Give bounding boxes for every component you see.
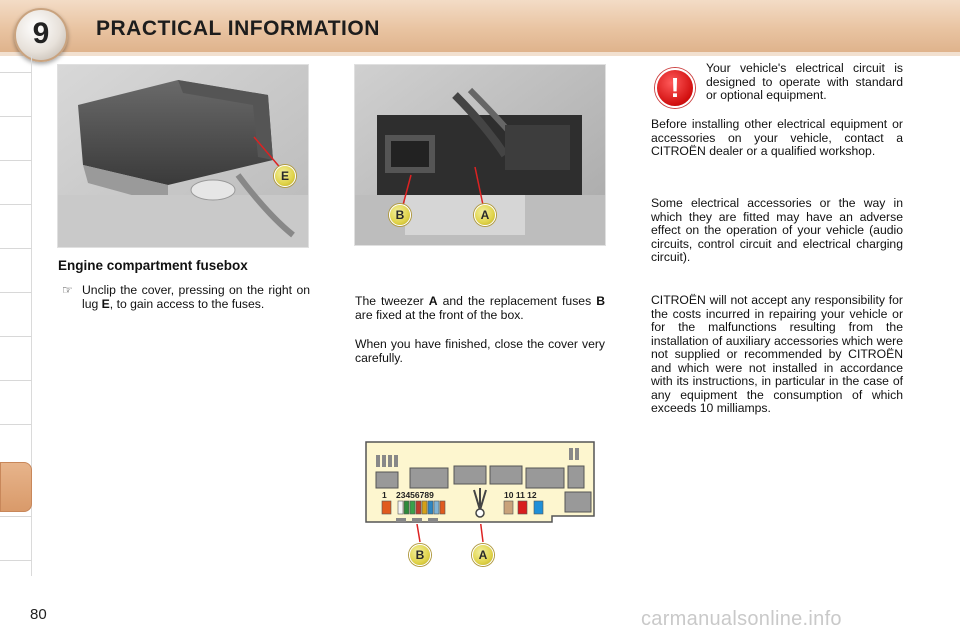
fuses-reference: B [596, 294, 606, 308]
tweezer-paragraph [355, 295, 605, 322]
fusebox-cover-illustration [58, 65, 309, 248]
instruction-text-start: Unclip the cover, pressing on the right on lug [82, 283, 310, 311]
watermark: carmanualsonline.info [641, 608, 842, 630]
warning-paragraph-3: CITROËN will not accept any responsibility for the costs incurred in repairing your vehicle or for the malfunctions resulting from the installation of auxiliary accessories which were not supplied or recommended by CITROËN and which were not installed in accordance with its instructions, in particular in the case of any equipment the consumption of which exceeds 10 milliamps. [651, 293, 903, 415]
page-title: PRACTICAL INFORMATION [96, 17, 380, 40]
tweezer-text-mid: and the replacement fuses [437, 294, 597, 308]
header-strip [0, 52, 960, 56]
callout-a: A [474, 204, 496, 226]
rail-divider [0, 72, 32, 73]
rail-divider [0, 336, 32, 337]
fuse-cell [428, 501, 433, 514]
diagram-callout-b: B [409, 544, 431, 566]
fuse-number-group-2: 23456789 [396, 490, 434, 500]
chapter-number: 9 [32, 17, 50, 50]
fuse-cell [398, 501, 403, 514]
fuse-cell [518, 501, 527, 514]
warning-intro: Your vehicle's electrical circuit is designed to operate with standard or optional equipment. [706, 61, 903, 102]
rail-divider [0, 204, 32, 205]
fuse-cell [410, 501, 415, 514]
fuse-cell [416, 501, 421, 514]
fuse-cell [434, 501, 439, 514]
fuse-cell [504, 501, 513, 514]
diagram-callout-a: A [472, 544, 494, 566]
fuse-layout-illustration [362, 438, 598, 528]
warning-paragraph-1: Before installing other electrical equipment or accessories on your vehicle, contact a CITROËN dealer or a qualified workshop. [651, 117, 903, 158]
fuse-number-group-3: 10 11 12 [504, 490, 537, 500]
open-fusebox-photo [354, 64, 606, 246]
fuse-layout-diagram [362, 438, 598, 562]
callout-e: E [274, 165, 296, 187]
rail-divider [0, 380, 32, 381]
tweezer-text-end: are fixed at the front of the box. [355, 307, 524, 322]
fuse-number-group-1: 1 [382, 490, 387, 500]
rail-divider [0, 248, 32, 249]
fuse-cell [422, 501, 427, 514]
rail-divider [0, 292, 32, 293]
instruction-text [82, 284, 310, 311]
rail-divider [0, 160, 32, 161]
fuse-cell [440, 501, 445, 514]
chapter-tab-rail [0, 56, 34, 576]
callout-b: B [389, 204, 411, 226]
tweezer-text-start: The tweezer [355, 294, 429, 308]
tweezer-reference: A [428, 294, 438, 308]
page-number: 80 [30, 606, 47, 623]
section-heading: Engine compartment fusebox [58, 258, 248, 273]
active-chapter-tab[interactable] [0, 462, 32, 512]
rail-divider [0, 560, 32, 561]
fusebox-cover-photo [57, 64, 309, 248]
close-cover-paragraph: When you have finished, close the cover very carefully. [355, 337, 605, 365]
fuse-cell [404, 501, 409, 514]
warning-paragraph-2: Some electrical accessories or the way in which they are fitted may have an adverse effect on the operation of your vehicle (audio circuits, control circuit and electrical charging circuit). [651, 196, 903, 264]
chapter-badge [14, 8, 68, 62]
fuse-cell [382, 501, 391, 514]
rail-divider [0, 116, 32, 117]
lug-reference: E [101, 296, 110, 311]
pointing-hand-icon: ☞ [62, 283, 73, 297]
rail-divider [0, 424, 32, 425]
rail-divider [0, 516, 32, 517]
exclamation-warning-icon: ! [655, 68, 695, 108]
fuse-cell [534, 501, 543, 514]
instruction-text-end: , to gain access to the fuses. [109, 296, 265, 311]
